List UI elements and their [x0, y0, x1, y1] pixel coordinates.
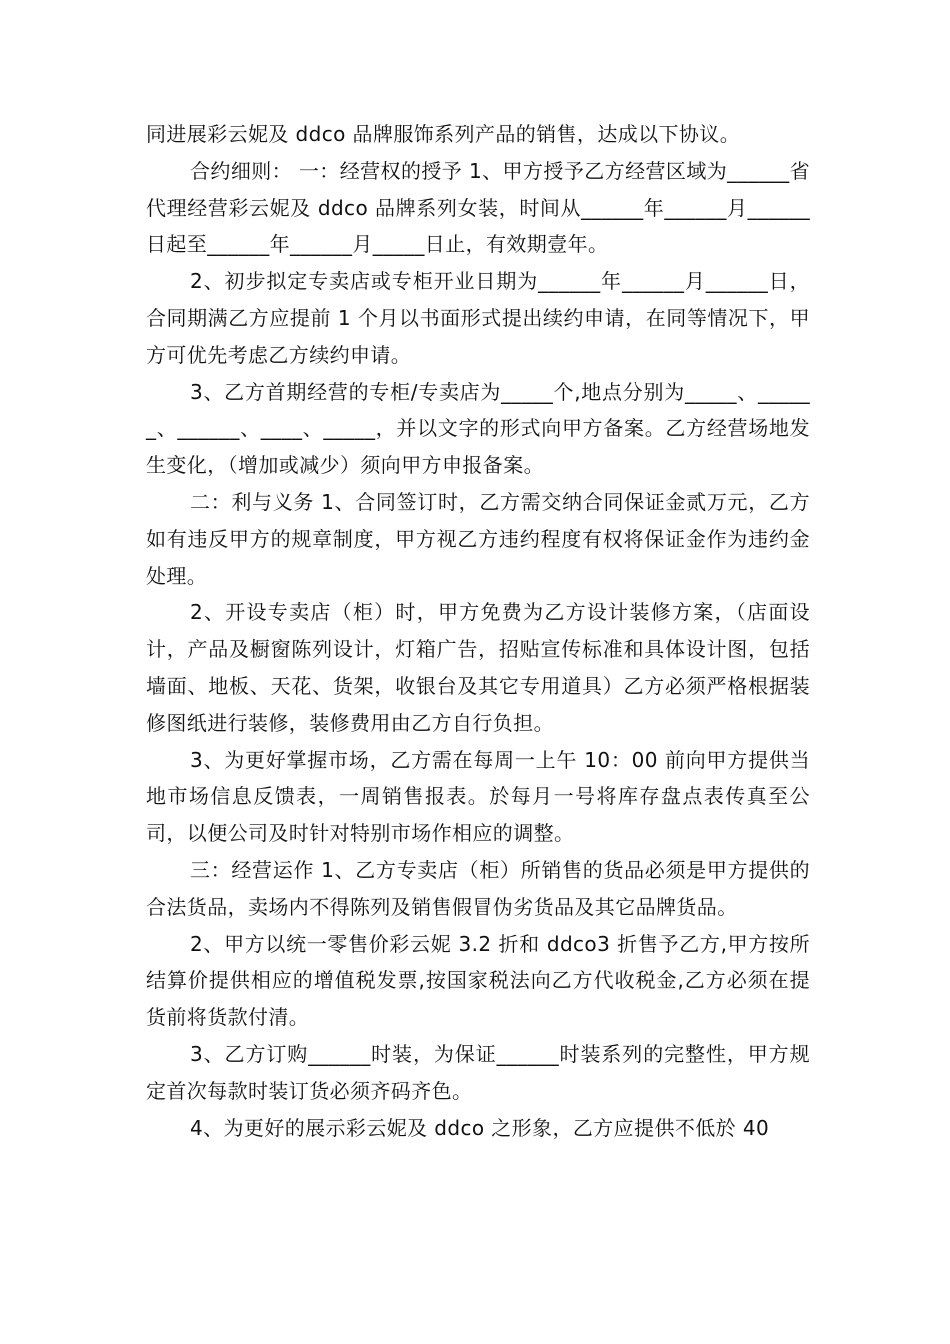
paragraph-pricing: 2、甲方以统一零售价彩云妮 3.2 折和 ddco3 折售予乙方,甲方按所结算价提供相应的增值税发票,按国家税法向乙方代收税金,乙方必须在提货前将货款付清。: [146, 931, 810, 1030]
paragraph-opening-date: 2、初步拟定专卖店或专柜开业日期为______年______月______日，合同期满乙方应提前 1 个月以书面形式提出续约申请，在同等情况下，甲方可优先考虑乙方续约申请。: [146, 269, 810, 367]
paragraph-contract-details: 合约细则： 一：经营权的授予 1、甲方授予乙方经营区域为______省代理经营彩云妮及 ddco 品牌系列女装，时间从______年______月______日起至______年______月_____日止，有效期壹年。: [146, 158, 810, 257]
paragraph-store-locations: 3、乙方首期经营的专柜/专卖店为_____个,地点分别为_____、______、______、____、_____，并以文字的形式向甲方备案。乙方经营场地发生变化，（增加或减少）须向甲方申报备案。: [146, 379, 810, 478]
document-body: [146, 116, 810, 1146]
paragraph-brand-image: 4、为更好的展示彩云妮及 ddco 之形象，乙方应提供不低於 40: [190, 1115, 770, 1140]
paragraph-operations: 三：经营运作 1、乙方专卖店（柜）所销售的货品必须是甲方提供的合法货品，卖场内不得陈列及销售假冒伪劣货品及其它品牌货品。: [146, 857, 810, 919]
paragraph-ordering: 3、乙方订购______时装，为保证______时装系列的完整性，甲方规定首次每款时装订货必须齐码齐色。: [146, 1041, 810, 1103]
paragraph-market-reports: 3、为更好掌握市场，乙方需在每周一上午 10：00 前向甲方提供当地市场信息反馈表，一周销售报表。於每月一号将库存盘点表传真至公司，以便公司及时针对特别市场作相应的调整。: [146, 747, 810, 846]
paragraph-store-design: 2、开设专卖店（柜）时，甲方免费为乙方设计装修方案，（店面设计，产品及橱窗陈列设计，灯箱广告，招贴宣传标准和具体设计图，包括墙面、地板、天花、货架，收银台及其它专用道具）乙方必须严格根据装修图纸进行装修，装修费用由乙方自行负担。: [146, 600, 810, 735]
paragraph-rights-obligations: 二：利与义务 1、合同签订时，乙方需交纳合同保证金贰万元，乙方如有违反甲方的规章制度，甲方视乙方违约程度有权将保证金作为违约金处理。: [146, 489, 810, 588]
paragraph-continuation: 同进展彩云妮及 ddco 品牌服饰系列产品的销售，达成以下协议。: [146, 122, 741, 146]
